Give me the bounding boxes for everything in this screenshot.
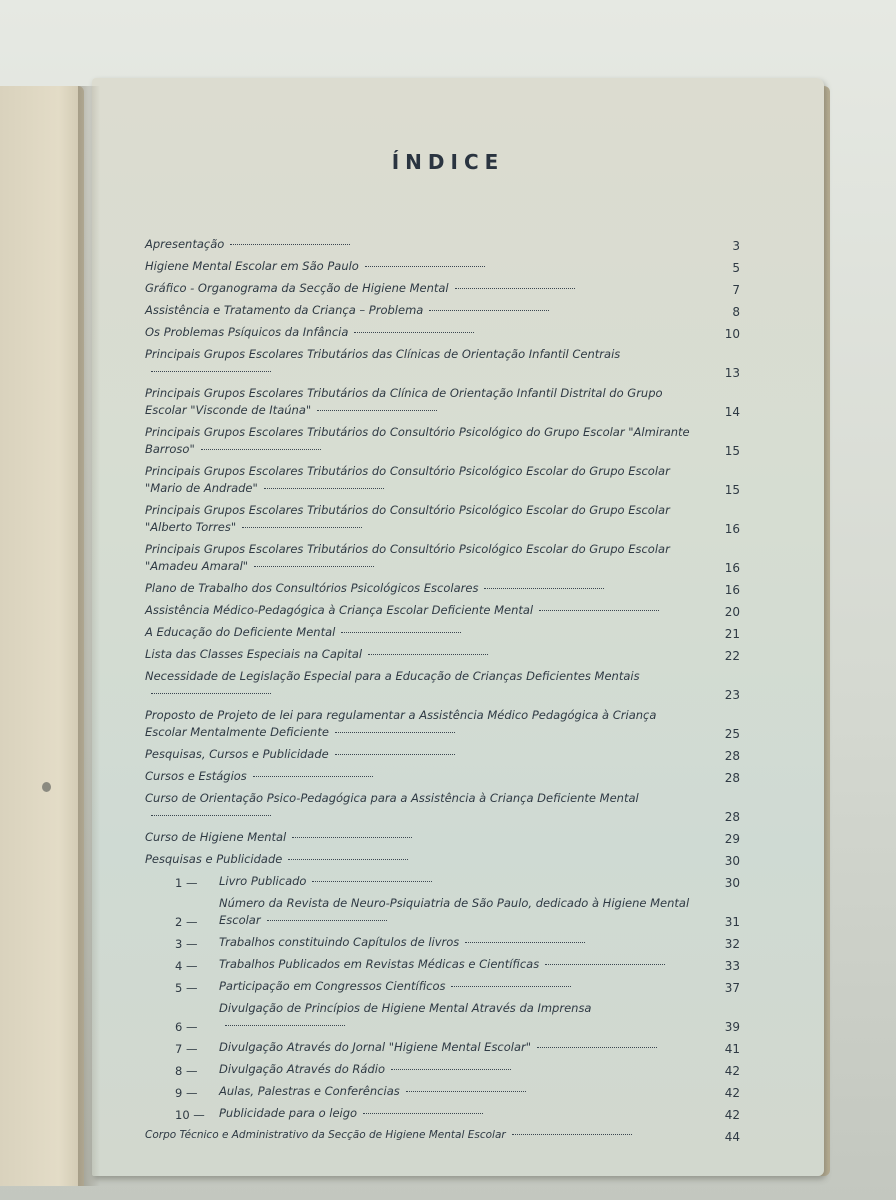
entry-title: [145, 385, 694, 419]
dot-leader: [484, 588, 604, 589]
toc-entry: [145, 502, 740, 536]
entry-title: [145, 302, 694, 319]
main-entries: [145, 236, 740, 868]
entry-title: [219, 895, 694, 929]
entry-title: [145, 646, 694, 663]
dot-leader: [335, 732, 455, 733]
toc-entry: [145, 956, 740, 973]
toc-entry: [145, 851, 740, 868]
toc-entry: [145, 668, 740, 702]
toc-entry: [145, 1127, 740, 1144]
toc-entry: [145, 280, 740, 297]
toc-entry: [145, 768, 740, 785]
entry-title-text: Curso de Orientação Psico-Pedagógica para a Assistência à Criança Deficiente Mental: [145, 791, 639, 805]
dot-leader: [406, 1091, 526, 1092]
entry-page-number: 7: [732, 283, 740, 297]
left-page: [0, 86, 84, 1186]
toc-entry: [145, 1000, 740, 1034]
entry-page-number: 16: [724, 522, 740, 536]
sub-entries: [145, 873, 740, 1122]
entry-number: 3 —: [175, 937, 198, 951]
dot-leader: [368, 654, 488, 655]
dot-leader: [365, 266, 485, 267]
toc-entry: [145, 385, 740, 419]
entry-title-text: Trabalhos constituindo Capítulos de livros: [219, 935, 460, 949]
toc-entry: [145, 746, 740, 763]
dot-leader: [455, 288, 575, 289]
entry-title: [145, 324, 694, 341]
toc-entry: [145, 424, 740, 458]
entry-title: [145, 424, 694, 458]
entry-title: [145, 280, 694, 297]
dot-leader: [363, 1113, 483, 1114]
entry-title: [145, 707, 694, 741]
entry-page-number: 20: [724, 605, 740, 619]
dot-leader: [537, 1047, 657, 1048]
entry-title-text: Trabalhos Publicados em Revistas Médicas e Científicas: [219, 957, 540, 971]
entry-title: [145, 668, 694, 702]
page-spot: [42, 782, 51, 792]
entry-number: 4 —: [175, 959, 198, 973]
entry-title: [145, 829, 694, 846]
entry-title: [145, 746, 694, 763]
toc-entry: [145, 346, 740, 380]
entry-title-text: Aulas, Palestras e Conferências: [219, 1084, 400, 1098]
entry-number: 6 —: [175, 1020, 198, 1034]
entry-title-text: Divulgação Através do Jornal "Higiene Mental Escolar": [219, 1040, 532, 1054]
entry-title-text: Apresentação: [145, 237, 225, 251]
dot-leader: [451, 986, 571, 987]
toc-entry: [145, 829, 740, 846]
toc-entry: [145, 934, 740, 951]
dot-leader: [230, 244, 350, 245]
entry-title-text: Pesquisas, Cursos e Publicidade: [145, 747, 329, 761]
toc-entry: [145, 236, 740, 253]
entry-title: [219, 1039, 694, 1056]
entry-title: [145, 790, 694, 824]
entry-title: [145, 851, 694, 868]
entry-page-number: 42: [724, 1086, 740, 1100]
entry-title-text: Curso de Higiene Mental: [145, 830, 287, 844]
entry-title-text: Gráfico - Organograma da Secção de Higiene Mental: [145, 281, 449, 295]
toc-entry: [145, 258, 740, 275]
entry-title: [145, 541, 694, 575]
entry-page-number: 37: [724, 981, 740, 995]
entry-page-number: 33: [724, 959, 740, 973]
toc-entry: [145, 978, 740, 995]
entry-title-text: Assistência Médico-Pedagógica à Criança Escolar Deficiente Mental: [145, 603, 534, 617]
toc-entry: [145, 1039, 740, 1056]
entry-title: [145, 768, 694, 785]
toc-entry: [145, 1061, 740, 1078]
entry-page-number: 13: [724, 366, 740, 380]
entry-page-number: 14: [724, 405, 740, 419]
dot-leader: [354, 332, 474, 333]
entry-title-text: Divulgação de Princípios de Higiene Mental Através da Imprensa: [219, 1001, 592, 1015]
entry-page-number: 30: [724, 876, 740, 890]
entry-title: [219, 956, 694, 973]
dot-leader: [267, 920, 387, 921]
entry-page-number: 28: [724, 749, 740, 763]
entry-number: 1 —: [175, 876, 198, 890]
toc-entry: [145, 790, 740, 824]
entry-title-text: Corpo Técnico e Administrativo da Secção de Higiene Mental Escolar: [145, 1129, 506, 1141]
entry-page-number: 44: [724, 1130, 740, 1144]
entry-title: [145, 624, 694, 641]
entry-title: [219, 1000, 694, 1034]
entry-title-text: Pesquisas e Publicidade: [145, 852, 283, 866]
toc-entry: [145, 624, 740, 641]
dot-leader: [254, 566, 374, 567]
entry-title-text: Plano de Trabalho dos Consultórios Psicológicos Escolares: [145, 581, 479, 595]
dot-leader: [335, 754, 455, 755]
entry-page-number: 22: [724, 649, 740, 663]
entry-title: [145, 602, 694, 619]
entry-title-text: Principais Grupos Escolares Tributários do Consultório Psicológico Escolar do Grupo Escolar "Alberto Torres": [145, 503, 670, 534]
entry-number: 7 —: [175, 1042, 198, 1056]
entry-title-text: Principais Grupos Escolares Tributários do Consultório Psicológico Escolar do Grupo Escolar "Mario de Andrade": [145, 464, 670, 495]
entry-title-text: Necessidade de Legislação Especial para a Educação de Crianças Deficientes Mentais: [145, 669, 640, 683]
entry-title: [219, 934, 694, 951]
entry-page-number: 29: [724, 832, 740, 846]
toc-entry: [145, 1083, 740, 1100]
entry-page-number: 15: [724, 444, 740, 458]
toc-entry: [145, 580, 740, 597]
dot-leader: [545, 964, 665, 965]
entry-title-text: Higiene Mental Escolar em São Paulo: [145, 259, 359, 273]
dot-leader: [242, 527, 362, 528]
dot-leader: [253, 776, 373, 777]
entry-title-text: Divulgação Através do Rádio: [219, 1062, 385, 1076]
entry-title-text: Os Problemas Psíquicos da Infância: [145, 325, 349, 339]
dot-leader: [225, 1025, 345, 1026]
entry-title-text: Lista das Classes Especiais na Capital: [145, 647, 363, 661]
toc-entry: [145, 302, 740, 319]
entry-title: [145, 580, 694, 597]
entry-title-text: Livro Publicado: [219, 874, 307, 888]
entry-page-number: 3: [732, 239, 740, 253]
entry-page-number: 42: [724, 1064, 740, 1078]
entry-title-text: Proposto de Projeto de lei para regulamentar a Assistência Médico Pedagógica à Criança Escolar Mentalmente Deficiente: [145, 708, 657, 739]
toc-entry: [145, 324, 740, 341]
dot-leader: [288, 859, 408, 860]
toc-entry: [145, 1105, 740, 1122]
entry-page-number: 21: [724, 627, 740, 641]
dot-leader: [391, 1069, 511, 1070]
entry-title-text: Cursos e Estágios: [145, 769, 247, 783]
page-title: ÍNDICE: [391, 150, 505, 174]
entry-title: [145, 346, 694, 380]
dot-leader: [429, 310, 549, 311]
toc-entry: [145, 646, 740, 663]
entry-page-number: 28: [724, 810, 740, 824]
dot-leader: [341, 632, 461, 633]
entry-number: 9 —: [175, 1086, 198, 1100]
entry-page-number: 15: [724, 483, 740, 497]
entry-title-text: Principais Grupos Escolares Tributários das Clínicas de Orientação Infantil Centrais: [145, 347, 621, 361]
entry-page-number: 28: [724, 771, 740, 785]
entry-title-text: Principais Grupos Escolares Tributários da Clínica de Orientação Infantil Distrital do Grupo Escolar "Visconde de Itaúna": [145, 386, 663, 417]
dot-leader: [292, 837, 412, 838]
entry-title: [145, 1127, 694, 1144]
toc-entry: [145, 541, 740, 575]
entry-page-number: 16: [724, 583, 740, 597]
toc-entry: [145, 463, 740, 497]
toc-entry: [145, 873, 740, 890]
toc-entry: [145, 602, 740, 619]
entry-page-number: 39: [724, 1020, 740, 1034]
entry-title-text: Publicidade para o leigo: [219, 1106, 358, 1120]
entry-number: 10 —: [175, 1108, 205, 1122]
entry-title: [145, 463, 694, 497]
entry-page-number: 32: [724, 937, 740, 951]
entry-page-number: 42: [724, 1108, 740, 1122]
entry-number: 5 —: [175, 981, 198, 995]
entry-title-text: Assistência e Tratamento da Criança – Problema: [145, 303, 424, 317]
final-entry: [145, 1127, 740, 1144]
entry-page-number: 16: [724, 561, 740, 575]
entry-title-text: Participação em Congressos Científicos: [219, 979, 446, 993]
dot-leader: [151, 815, 271, 816]
entry-title-text: Número da Revista de Neuro-Psiquiatria de São Paulo, dedicado à Higiene Mental Escolar: [219, 896, 690, 927]
entry-page-number: 30: [724, 854, 740, 868]
entry-title: [219, 873, 694, 890]
entry-number: 2 —: [175, 915, 198, 929]
dot-leader: [151, 371, 271, 372]
entry-page-number: 5: [732, 261, 740, 275]
entry-page-number: 8: [732, 305, 740, 319]
dot-leader: [465, 942, 585, 943]
entry-page-number: 23: [724, 688, 740, 702]
entry-title: [219, 1061, 694, 1078]
entry-page-number: 41: [724, 1042, 740, 1056]
entry-page-number: 10: [724, 327, 740, 341]
entry-title: [219, 1105, 694, 1122]
entry-title: [145, 502, 694, 536]
dot-leader: [312, 881, 432, 882]
dot-leader: [201, 449, 321, 450]
entry-number: 8 —: [175, 1064, 198, 1078]
spine-shadow: [78, 86, 100, 1186]
dot-leader: [264, 488, 384, 489]
toc-entry: [145, 895, 740, 929]
entry-title: [145, 258, 694, 275]
table-of-contents: [145, 236, 740, 1149]
entry-title: [219, 978, 694, 995]
dot-leader: [151, 693, 271, 694]
dot-leader: [539, 610, 659, 611]
entry-page-number: 31: [724, 915, 740, 929]
dot-leader: [512, 1134, 632, 1135]
dot-leader: [317, 410, 437, 411]
entry-title: [219, 1083, 694, 1100]
entry-title: [145, 236, 694, 253]
toc-entry: [145, 707, 740, 741]
entry-page-number: 25: [724, 727, 740, 741]
entry-title-text: A Educação do Deficiente Mental: [145, 625, 336, 639]
entry-title-text: Principais Grupos Escolares Tributários do Consultório Psicológico do Grupo Escolar "Almirante Barroso": [145, 425, 690, 456]
entry-title-text: Principais Grupos Escolares Tributários do Consultório Psicológico Escolar do Grupo Escolar "Amadeu Amaral": [145, 542, 670, 573]
